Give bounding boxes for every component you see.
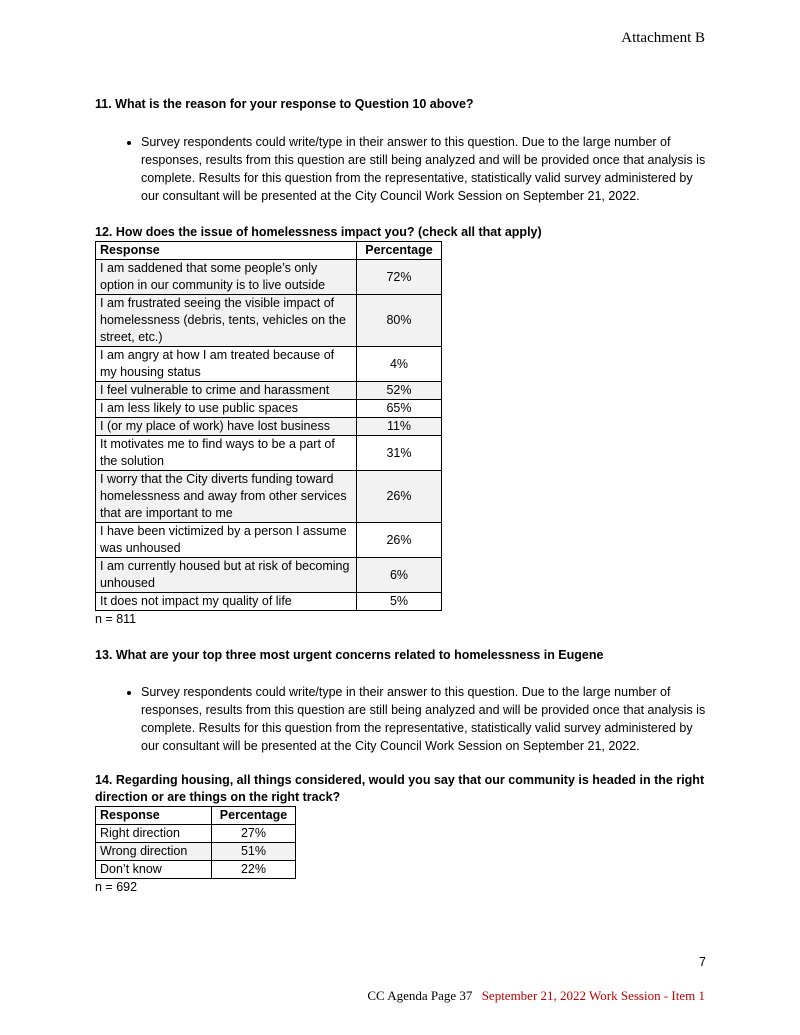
- response-column-header: Response: [96, 807, 212, 825]
- response-cell: I am currently housed but at risk of becoming unhoused: [96, 558, 357, 593]
- table-row: [96, 843, 296, 861]
- response-cell: I am less likely to use public spaces: [96, 400, 357, 418]
- percentage-cell: 22%: [212, 861, 296, 879]
- table-row: [96, 825, 296, 843]
- response-cell: I feel vulnerable to crime and harassment: [96, 382, 357, 400]
- percentage-cell: 27%: [212, 825, 296, 843]
- response-cell: It does not impact my quality of life: [96, 593, 357, 611]
- attachment-label: Attachment B: [621, 30, 705, 46]
- question-13-title: 13. What are your top three most urgent concerns related to homelessness in Eugene: [95, 648, 604, 662]
- response-cell: I have been victimized by a person I assume was unhoused: [96, 523, 357, 558]
- question-11-note: • Survey respondents could write/type in their answer to this question. Due to the large number of responses, results from this question are still being analyzed and will be provided once that analysis is complete. Results for this question from the representative, statistically valid survey administered by our consultant will be presented at the City Council Work Session on September 21, 2022.: [141, 133, 710, 205]
- question-13-bullets: [95, 683, 710, 755]
- percentage-cell: 51%: [212, 843, 296, 861]
- response-cell: I (or my place of work) have lost business: [96, 418, 357, 436]
- response-cell: I am angry at how I am treated because of my housing status: [96, 347, 357, 382]
- table-row: [96, 861, 296, 879]
- table-row: [96, 436, 442, 471]
- question-12-title: 12. How does the issue of homelessness impact you? (check all that apply): [95, 225, 542, 239]
- table-row: [96, 523, 442, 558]
- question-12-sample-size: n = 811: [95, 612, 137, 626]
- percentage-cell: 26%: [357, 523, 442, 558]
- response-cell: I am frustrated seeing the visible impact of homelessness (debris, tents, vehicles on the street, etc.): [96, 295, 357, 347]
- percentage-column-header: Percentage: [357, 242, 442, 260]
- work-session-label: September 21, 2022 Work Session - Item 1: [481, 988, 705, 1003]
- question-14-table: [95, 806, 296, 879]
- table-row: [96, 558, 442, 593]
- percentage-cell: 4%: [357, 347, 442, 382]
- agenda-page-label: CC Agenda Page 37: [367, 988, 473, 1003]
- percentage-cell: 72%: [357, 260, 442, 295]
- response-cell: Right direction: [96, 825, 212, 843]
- table-header-row: [96, 242, 442, 260]
- table-row: [96, 295, 442, 347]
- table-row: [96, 471, 442, 523]
- page-number: 7: [699, 955, 706, 969]
- response-cell: Don’t know: [96, 861, 212, 879]
- page-footer: [367, 988, 705, 1004]
- percentage-cell: 52%: [357, 382, 442, 400]
- percentage-cell: 65%: [357, 400, 442, 418]
- percentage-cell: 80%: [357, 295, 442, 347]
- response-column-header: Response: [96, 242, 357, 260]
- response-cell: It motivates me to find ways to be a part of the solution: [96, 436, 357, 471]
- table-row: [96, 347, 442, 382]
- table-header-row: [96, 807, 296, 825]
- question-14-title: 14. Regarding housing, all things considered, would you say that our community is headed in the right direction or are things on the right track?: [95, 773, 705, 804]
- response-cell: Wrong direction: [96, 843, 212, 861]
- percentage-cell: 31%: [357, 436, 442, 471]
- table-row: [96, 418, 442, 436]
- percentage-column-header: Percentage: [212, 807, 296, 825]
- document-body: [95, 96, 710, 895]
- table-row: [96, 400, 442, 418]
- question-12-table: [95, 241, 442, 611]
- table-row: [96, 260, 442, 295]
- percentage-cell: 11%: [357, 418, 442, 436]
- percentage-cell: 5%: [357, 593, 442, 611]
- question-13-note: • Survey respondents could write/type in their answer to this question. Due to the large number of responses, results from this question are still being analyzed and will be provided once that analysis is complete. Results for this question from the representative, statistically valid survey administered by our consultant will be presented at the City Council Work Session on September 21, 2022.: [141, 683, 710, 755]
- question-11-bullets: [95, 133, 710, 205]
- table-row: [96, 593, 442, 611]
- table-row: [96, 382, 442, 400]
- response-cell: I worry that the City diverts funding toward homelessness and away from other services that are important to me: [96, 471, 357, 523]
- percentage-cell: 26%: [357, 471, 442, 523]
- question-11-title: 11. What is the reason for your response to Question 10 above?: [95, 97, 474, 111]
- response-cell: I am saddened that some people’s only option in our community is to live outside: [96, 260, 357, 295]
- percentage-cell: 6%: [357, 558, 442, 593]
- question-14-sample-size: n = 692: [95, 880, 138, 894]
